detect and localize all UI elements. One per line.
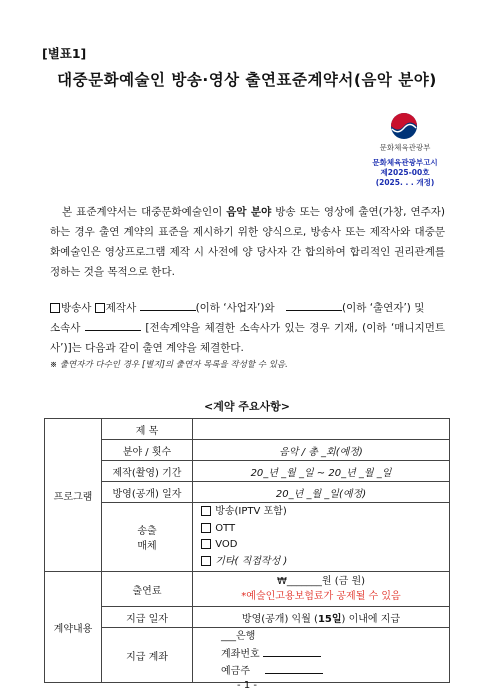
ministry-name: 문화체육관광부 <box>379 143 431 152</box>
holder-label: 예금주 <box>221 666 250 678</box>
table-row <box>45 572 450 607</box>
production-period-label: 제작(촬영) 기간 <box>102 461 193 482</box>
title-value[interactable] <box>193 419 450 440</box>
holder-line[interactable] <box>221 663 445 681</box>
media-option-label: VOD <box>215 539 238 550</box>
pay-date-label: 지급 일자 <box>102 607 193 628</box>
broadcast-checkbox[interactable] <box>201 506 211 516</box>
parties-paragraph <box>50 298 445 358</box>
notice-line-1: 문화체육관광부고시 <box>372 158 438 167</box>
media-options <box>193 503 450 572</box>
production-period-value[interactable]: 20_년 _월 _일 ~ 20_년 _월 _일 <box>193 461 450 482</box>
ministry-logo-icon <box>386 108 422 144</box>
episode-value[interactable]: 음악 / 총 _회(예정) <box>193 440 450 461</box>
agency-text: [전속계약을 체결한 소속사가 있는 경우 기재, (이하 ‘매니지먼트사’)]는 다음과 같이 출연 계약을 체결한다. <box>50 322 446 354</box>
producer-checkbox[interactable] <box>95 303 105 313</box>
media-option-broadcast[interactable] <box>201 504 445 521</box>
media-option-label: OTT <box>215 522 236 534</box>
bank-name-line[interactable]: ___은행 <box>221 631 256 643</box>
table-row <box>45 503 450 572</box>
media-option-other[interactable] <box>201 554 445 571</box>
account-number-label: 계좌번호 <box>221 648 260 660</box>
performer-name-blank[interactable] <box>286 298 342 311</box>
intro-text-b: 방송 또는 영상에 출연(가창, 연주자)하는 경우 출연 계약의 표준을 제시하기 위한 양식으로, 방송사 또는 제작사와 대중문화예술인은 영상프로그램 제작 시 사전에 양 당사자 간 합의하여 합리적인 권리관계를 정하는 것을 목적으로 한다. <box>50 206 445 278</box>
annex-label: [별표1] <box>42 46 87 61</box>
page-number: - 1 - <box>237 680 257 691</box>
performer-ref: (이하 ‘출연자’) 및 <box>341 302 425 314</box>
pay-date-suffix: ) 이내에 지급 <box>341 613 401 625</box>
table-row <box>45 628 450 683</box>
page-title: 대중문화예술인 방송·영상 출연표준계약서(음악 분야) <box>57 71 437 89</box>
fee-label: 출연료 <box>102 572 193 607</box>
operator-ref: (이하 ‘사업자’)와 <box>195 302 275 314</box>
contract-group-cell: 계약내용 <box>45 572 102 683</box>
contract-summary-table <box>44 418 450 683</box>
table-row <box>45 461 450 482</box>
table-row <box>45 607 450 628</box>
media-option-ott[interactable] <box>201 521 445 538</box>
intro-text-a: 본 표준계약서는 대중문화예술인이 <box>62 206 227 218</box>
intro-paragraph <box>50 202 445 282</box>
media-label <box>102 503 193 572</box>
ott-checkbox[interactable] <box>201 523 211 533</box>
pay-date-prefix: 방영(공개) 익월 ( <box>241 613 318 625</box>
media-option-label: 기타( 직접작성 ) <box>215 555 288 567</box>
media-label-line-2: 매체 <box>137 541 157 552</box>
ministry-notice <box>350 158 460 188</box>
vod-checkbox[interactable] <box>201 539 211 549</box>
media-label-line-1: 송출 <box>137 526 157 537</box>
notice-line-3: (2025. . . 개정) <box>375 178 435 187</box>
notice-line-2: 제2025-00호 <box>380 168 430 177</box>
title-label: 제 목 <box>102 419 193 440</box>
agency-name-blank[interactable] <box>85 318 141 331</box>
account-number-line[interactable] <box>221 646 445 664</box>
pay-date-value <box>193 607 450 628</box>
holder-blank[interactable] <box>265 663 323 674</box>
media-option-vod[interactable] <box>201 537 445 554</box>
other-checkbox[interactable] <box>201 556 211 566</box>
fee-value-cell[interactable] <box>193 572 450 607</box>
operator-name-blank[interactable] <box>140 298 196 311</box>
broadcaster-label: 방송사 <box>61 302 92 314</box>
media-option-label: 방송(IPTV 포함) <box>215 506 287 517</box>
multi-performer-note: ※ 출연자가 다수인 경우 [별지]의 출연자 목록을 작성할 수 있음. <box>50 360 288 370</box>
episode-label: 분야 / 횟수 <box>102 440 193 461</box>
broadcast-date-label: 방영(공개) 일자 <box>102 482 193 503</box>
table-row <box>45 440 450 461</box>
intro-bold-field: 음악 분야 <box>226 206 272 218</box>
program-group-cell: 프로그램 <box>45 419 102 572</box>
fee-amount[interactable]: ₩_______원 (금 원) <box>276 576 366 587</box>
broadcast-date-value[interactable]: 20_년 _월 _일(예정) <box>193 482 450 503</box>
agency-label: 소속사 <box>50 322 81 334</box>
account-value-cell[interactable] <box>193 628 450 683</box>
fee-deduction-note: *예술인고용보험료가 공제될 수 있음 <box>241 591 401 602</box>
table-row <box>45 482 450 503</box>
account-number-blank[interactable] <box>263 646 321 657</box>
account-label: 지급 계좌 <box>102 628 193 683</box>
section-title: <계약 주요사항> <box>203 400 291 413</box>
table-row <box>45 419 450 440</box>
producer-label: 제작사 <box>105 302 137 314</box>
broadcaster-checkbox[interactable] <box>50 303 60 313</box>
pay-date-days: 15일 <box>317 613 342 625</box>
